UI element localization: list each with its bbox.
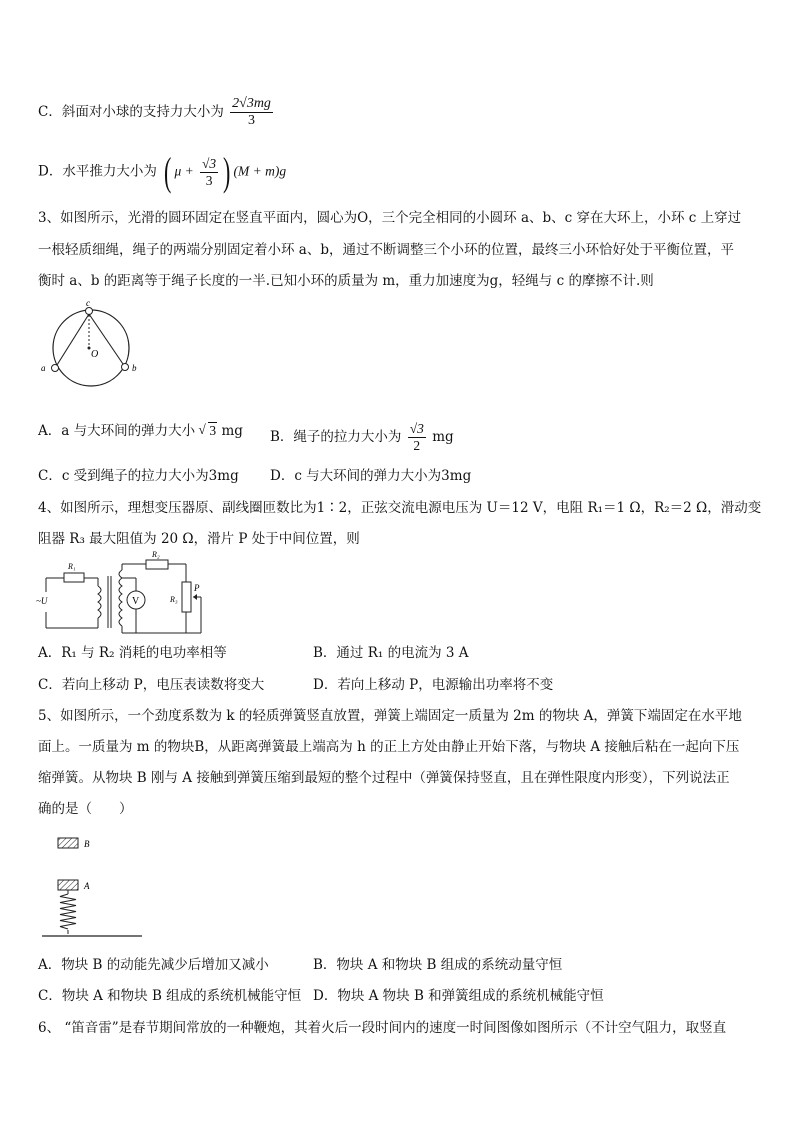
label-r3: R₃	[170, 595, 178, 604]
sqrt-radicand: 3	[209, 423, 217, 438]
option-text: B．绳子的拉力大小为	[270, 429, 402, 445]
fraction-denominator: 2	[413, 438, 421, 453]
q3-option-b	[270, 421, 454, 454]
label-r2: R₂	[152, 550, 160, 559]
rope-left	[57, 314, 89, 365]
fraction	[200, 156, 218, 189]
q5-stem-line-2: 面上。一质量为 m 的物块B，从距离弹簧最上端高为 h 的正上方处由静止开始下落，与物块 A 接触后粘在一起向下压	[38, 739, 740, 755]
right-paren: )	[223, 149, 231, 194]
q3-stem-line-2: 一根轻质细绳，绳子的两端分别固定着小环 a、b，通过不断调整三个小环的位置，最终三小环恰好处于平衡位置，平	[38, 242, 734, 258]
q5-stem-line-1: 5、如图所示，一个劲度系数为 k 的轻质弹簧竖直放置，弹簧上端固定一质量为 2m 的物块 A，弹簧下端固定在水平地	[38, 708, 742, 724]
label-block-a: A	[84, 881, 90, 891]
label-a: a	[41, 363, 46, 373]
q3-option-c: C．c 受到绳子的拉力大小为3mg	[38, 468, 239, 484]
q2-option-c	[38, 96, 275, 129]
secondary-coil	[119, 570, 122, 626]
fraction-numerator: √3	[409, 421, 424, 436]
label-r1: R₁	[68, 562, 76, 571]
fraction-denominator: 3	[248, 113, 256, 128]
label-block-b: B	[84, 839, 90, 849]
q4-option-b: B．通过 R₁ 的电流为 3 A	[313, 645, 469, 661]
label-p: P	[194, 583, 200, 593]
label-c: c	[86, 298, 90, 308]
large-ring	[53, 310, 129, 386]
fraction	[408, 421, 426, 454]
label-o: O	[91, 349, 99, 360]
q4-option-a: A．R₁ 与 R₂ 消耗的电功率相等	[38, 645, 227, 661]
q5-stem-line-4: 确的是（ ）	[38, 801, 133, 817]
ring-b	[122, 364, 129, 371]
q5-option-b: B．物块 A 和物块 B 组成的系统动量守恒	[313, 957, 563, 973]
ring-diagram	[36, 300, 146, 390]
q4-option-c: C．若向上移动 P，电压表读数将变大	[38, 677, 265, 693]
fraction-numerator: √3	[202, 155, 217, 171]
option-text: D．水平推力大小为	[38, 163, 157, 180]
unit-text: mg	[432, 429, 454, 445]
q2-option-d	[38, 149, 287, 194]
primary-coil	[98, 586, 101, 618]
fraction-numerator: 2√3mg	[232, 96, 271, 111]
label-u: ~U	[36, 596, 48, 606]
resistor-r1	[64, 573, 84, 582]
unit-text: mg	[221, 423, 243, 439]
q5-stem-line-3: 缩弹簧。从物块 B 刚与 A 接触到弹簧压缩到最短的整个过程中（弹簧保持竖直，且在弹性限度内形变），下列说法正	[38, 770, 730, 786]
block-b	[58, 838, 78, 848]
q3-option-d: D．c 与大环间的弹力大小为3mg	[270, 468, 472, 484]
option-text: A．a 与大环间的弹力大小	[38, 423, 196, 439]
q6-stem-line-1: 6、 “笛音雷”是春节期间常放的一种鞭炮，其着火后一段时间内的速度一时间图像如图所示（不计空气阻力，取竖直	[38, 1020, 727, 1036]
q5-option-c: C．物块 A 和物块 B 组成的系统机械能守恒	[38, 988, 302, 1004]
spring-block-diagram	[40, 830, 150, 942]
q3-stem-line-1: 3、如图所示，光滑的圆环固定在竖直平面内，圆心为O，三个完全相同的小圆环 a、b、c 穿在大环上，小环 c 上穿过	[38, 210, 742, 226]
fraction-denominator: 3	[205, 172, 213, 188]
mass-term: (M + m)g	[233, 163, 287, 179]
spring	[60, 894, 76, 929]
q5-option-d: D．物块 A 物块 B 和弹簧组成的系统机械能守恒	[313, 988, 604, 1004]
transformer-circuit-diagram	[36, 550, 216, 638]
ring-c	[86, 308, 93, 315]
label-b: b	[132, 363, 137, 373]
rheostat-r3	[182, 582, 191, 612]
q3-stem-line-3: 衡时 a、b 的距离等于绳子长度的一半.已知小环的质量为 m，重力加速度为g，轻绳与 c 的摩擦不计.则	[38, 273, 654, 289]
q4-stem-line-2: 阻器 R₃ 最大阻值为 20 Ω，滑片 P 处于中间位置，则	[38, 531, 360, 547]
block-a	[58, 880, 78, 890]
q4-option-d: D．若向上移动 P，电源输出功率将不变	[313, 677, 554, 693]
left-paren: (	[164, 149, 172, 194]
q5-option-a: A．物块 B 的动能先减少后增加又减小	[38, 957, 269, 973]
sqrt-expression	[199, 421, 217, 441]
q3-option-a	[38, 421, 243, 441]
q4-stem-line-1: 4、如图所示，理想变压器原、副线圈匝数比为1∶2，正弦交流电源电压为 U＝12 V，电阻 R₁＝1 Ω，R₂＝2 Ω，滑动变	[38, 500, 762, 516]
resistor-r2	[146, 560, 168, 569]
mu-term: μ +	[174, 163, 194, 179]
ring-a	[52, 365, 59, 372]
fraction	[230, 96, 273, 129]
label-v: V	[132, 596, 140, 607]
option-text: C．斜面对小球的支持力大小为	[38, 104, 224, 120]
